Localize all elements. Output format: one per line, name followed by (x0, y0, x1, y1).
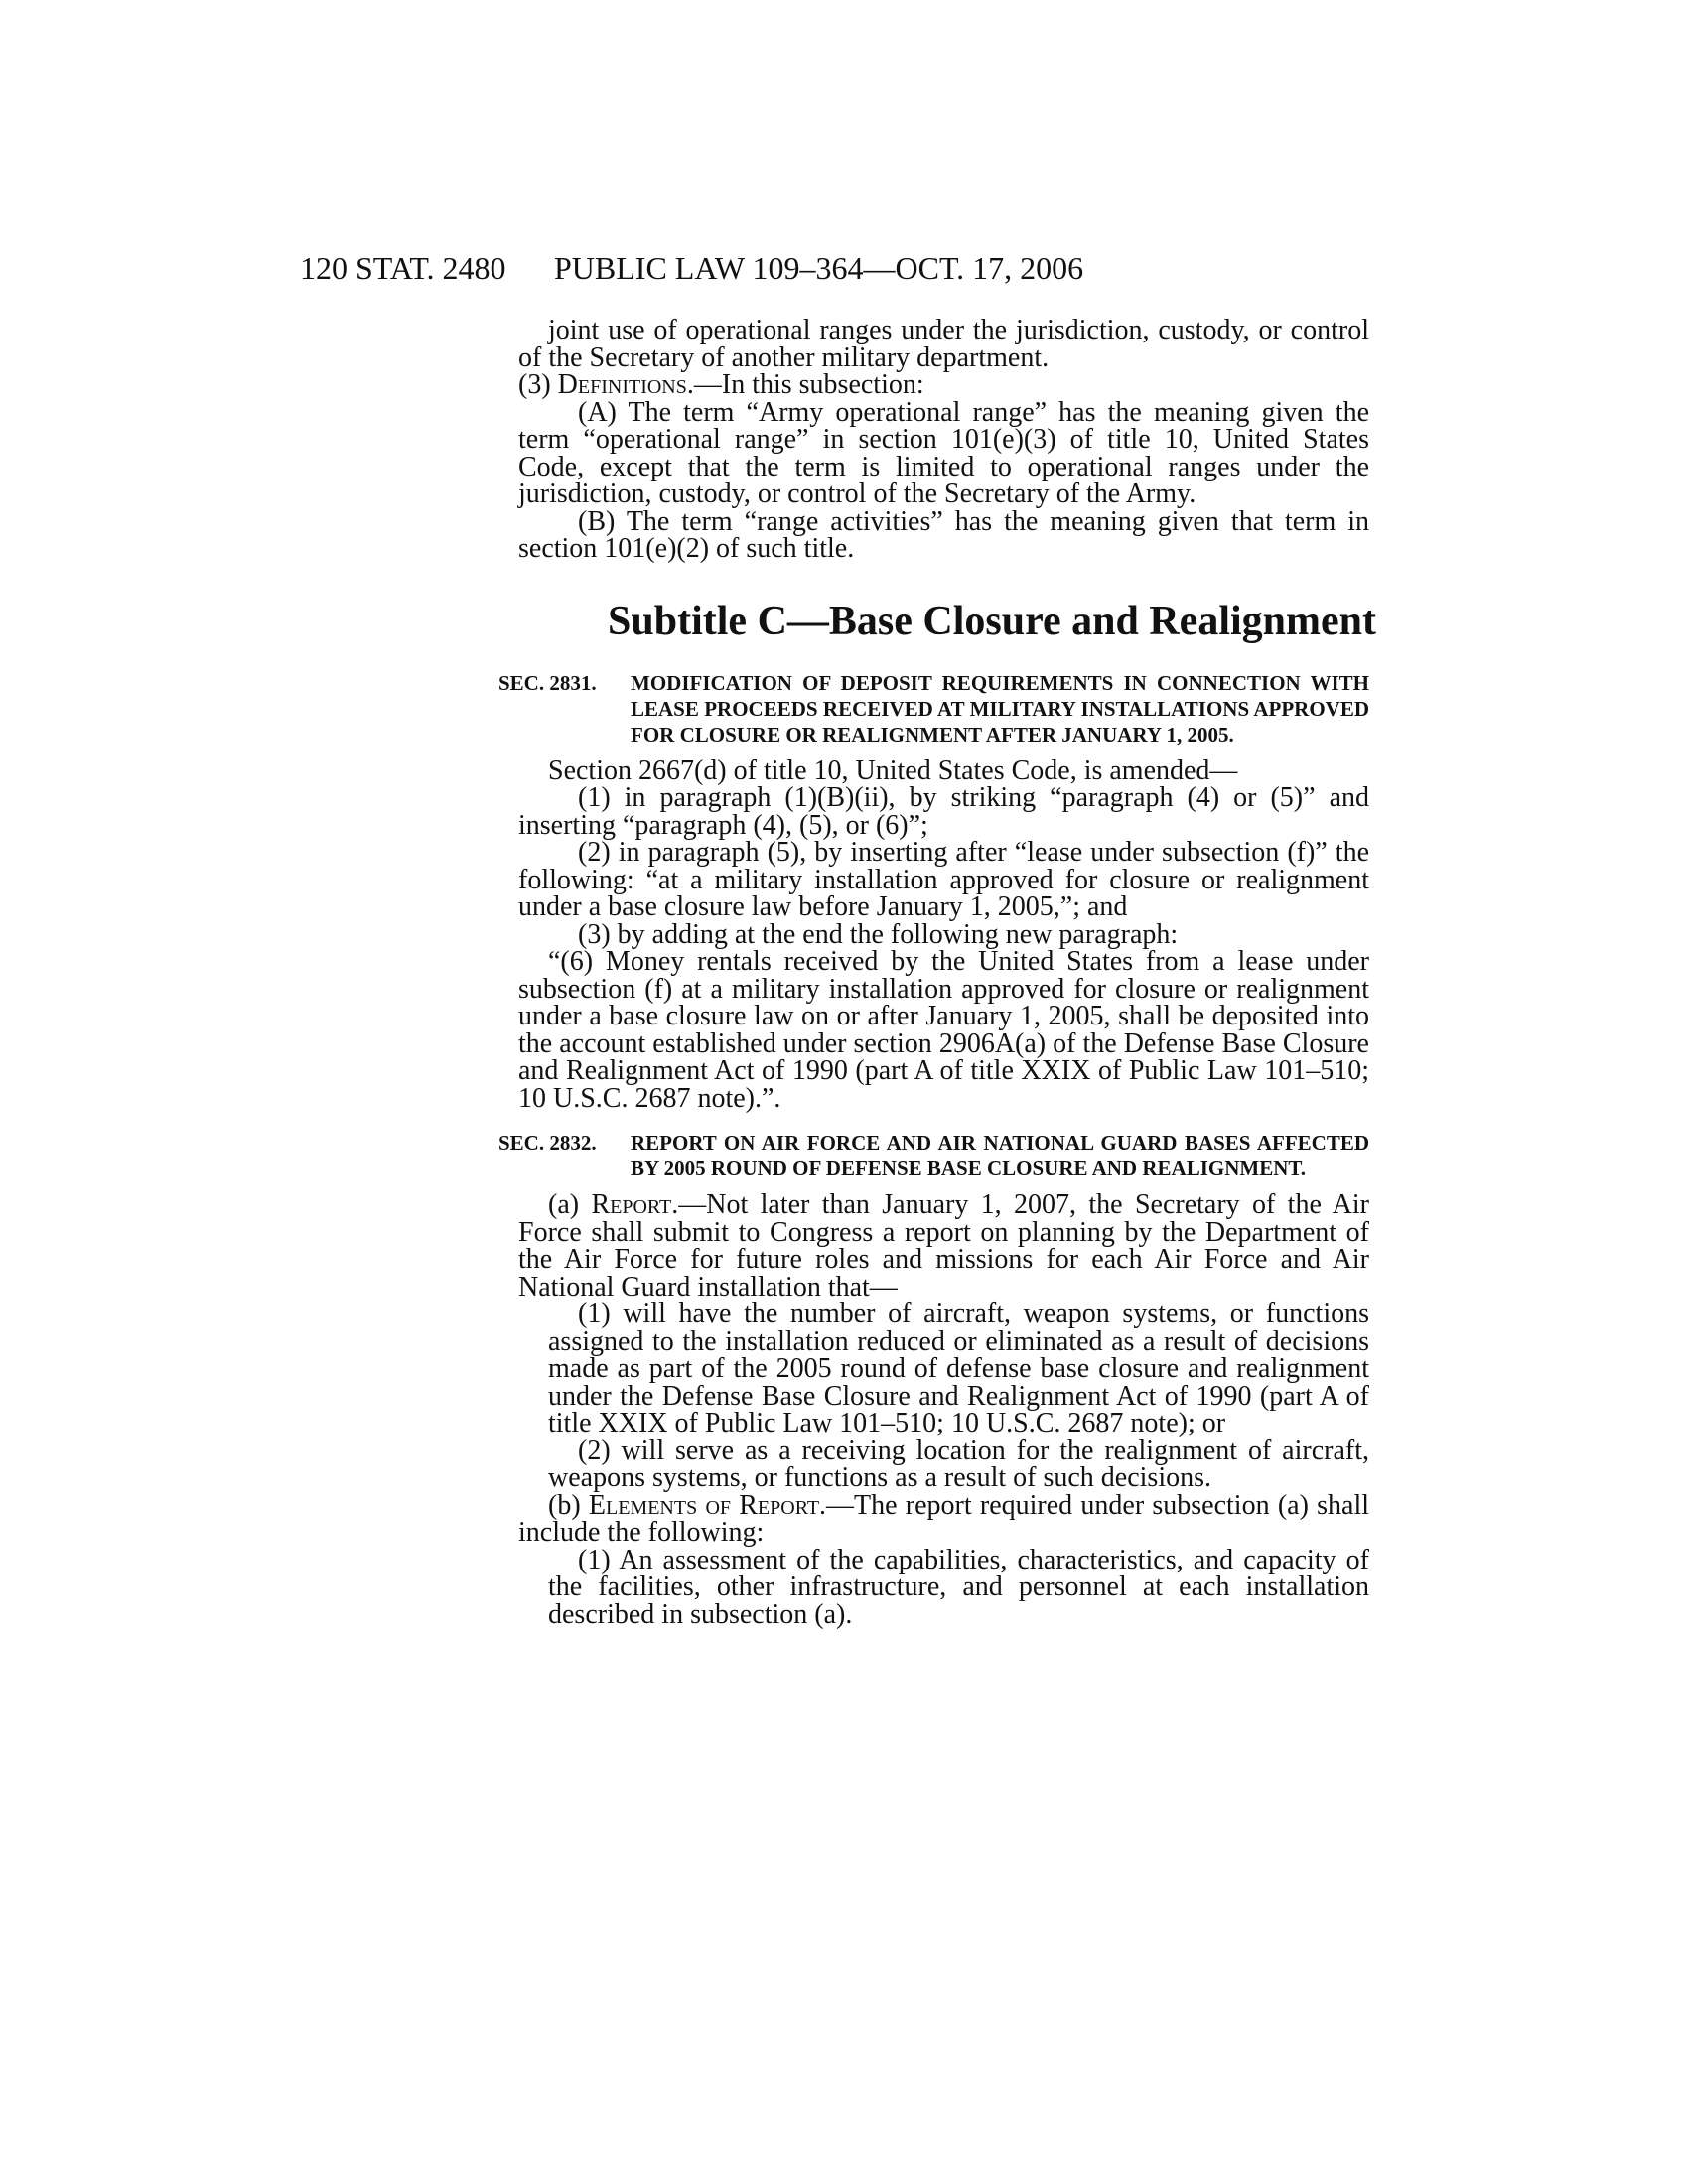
subtitle-heading: Subtitle C—Base Closure and Realignment (608, 598, 1376, 644)
subsection-a-paragraph-2: (2) will serve as a receiving location for the realignment of aircraft, weapons systems, or functions as a result of such decisions. (548, 1434, 1369, 1493)
section-2831-heading (498, 670, 1369, 748)
definitions-label: (3) (518, 369, 558, 400)
definition-a: (A) The term “Army operational range” has the meaning given the term “operational range” in section 101(e)(3) of title 10, United States Code, except that the term is limited to operational ranges under the jurisdiction, custody, or control of the Secretary of the Army. (518, 396, 1369, 509)
section-2832-number: SEC. 2832. (498, 1131, 597, 1155)
subsection-a-label: (a) (548, 1189, 592, 1220)
continuation-paragraph: joint use of operational ranges under the jurisdiction, custody, or control of the Secretary of another military department. (518, 315, 1369, 373)
section-2831-number: SEC. 2831. (498, 670, 597, 695)
section-spacer (518, 1112, 1369, 1130)
subsection-b-text: .—The report required under subsection (a) shall include the following: (518, 1489, 1369, 1548)
section-2832-subsection-b (518, 1489, 1369, 1548)
subsection-b-label: (b) (548, 1489, 589, 1521)
section-2831-intro: Section 2667(d) of title 10, United States Code, is amended— (548, 754, 1238, 786)
section-2831-quoted-paragraph: “(6) Money rentals received by the United States from a lease under subsection (f) at a military installation approved for closure or realignment under a base closure law on or after January 1, 2005, shall be deposited into the account established under section 2906A(a) of the Defense Base Closure and Realignment Act of 1990 (part A of title XXIX of Public Law 101–510; 10 U.S.C. 2687 note).”. (518, 946, 1369, 1114)
section-2831-paragraph-3: (3) by adding at the end the following new paragraph: (578, 918, 1179, 950)
stat-citation: 120 STAT. 2480 (300, 250, 506, 286)
subsection-a-paragraph-1: (1) will have the number of aircraft, weapon systems, or functions assigned to the installation reduced or eliminated as a result of decisions made as part of the 2005 round of defense base closure and realignment under the Defense Base Closure and Realignment Act of 1990 (part A of title XXIX of Public Law 101–510; 10 U.S.C. 2687 note); or (548, 1298, 1369, 1438)
section-2832-title: REPORT ON AIR FORCE AND AIR NATIONAL GUARD BASES AFFECTED BY 2005 ROUND OF DEFENSE BASE CLOSURE AND REALIGNMENT. (631, 1131, 1369, 1180)
definitions-text: .—In this subsection: (686, 369, 924, 400)
section-2832-subsection-a (518, 1191, 1369, 1300)
subsection-a-heading: Report (591, 1189, 672, 1220)
section-2831-paragraph-2: (2) in paragraph (5), by inserting after “lease under subsection (f)” the following: “at a military installation approved for closure or realignment under a base closure law before January 1, 2005,”; and (518, 837, 1369, 922)
section-2831-title: MODIFICATION OF DEPOSIT REQUIREMENTS IN CONNECTION WITH LEASE PROCEEDS RECEIVED AT MILITARY INSTALLATIONS APPROVED FOR CLOSURE OR REALIGNMENT AFTER JANUARY 1, 2005. (631, 670, 1369, 747)
definitions-paragraph (518, 371, 1369, 399)
definition-b: (B) The term “range activities” has the meaning given that term in section 101(e)(2) of such title. (518, 505, 1369, 564)
statute-body (498, 315, 1376, 1630)
subsection-a-text: .—Not later than January 1, 2007, the Secretary of the Air Force shall submit to Congress a report on planning by the Department of the Air Force for future roles and missions for each Air Force and Air National Guard installation that— (518, 1189, 1370, 1302)
running-header (300, 248, 1323, 288)
public-law-citation: PUBLIC LAW 109–364—OCT. 17, 2006 (554, 250, 1084, 286)
subsection-b-heading: Elements of Report (588, 1489, 820, 1521)
section-2832-heading (498, 1130, 1369, 1181)
section-2831-paragraph-1: (1) in paragraph (1)(B)(ii), by striking “paragraph (4) or (5)” and inserting “paragraph (4), (5), or (6)”; (518, 782, 1369, 841)
definitions-heading: Definitions (557, 369, 687, 400)
subsection-b-paragraph-1: (1) An assessment of the capabilities, characteristics, and capacity of the facilities, other infrastructure, and personnel at each installation described in subsection (a). (548, 1544, 1369, 1630)
